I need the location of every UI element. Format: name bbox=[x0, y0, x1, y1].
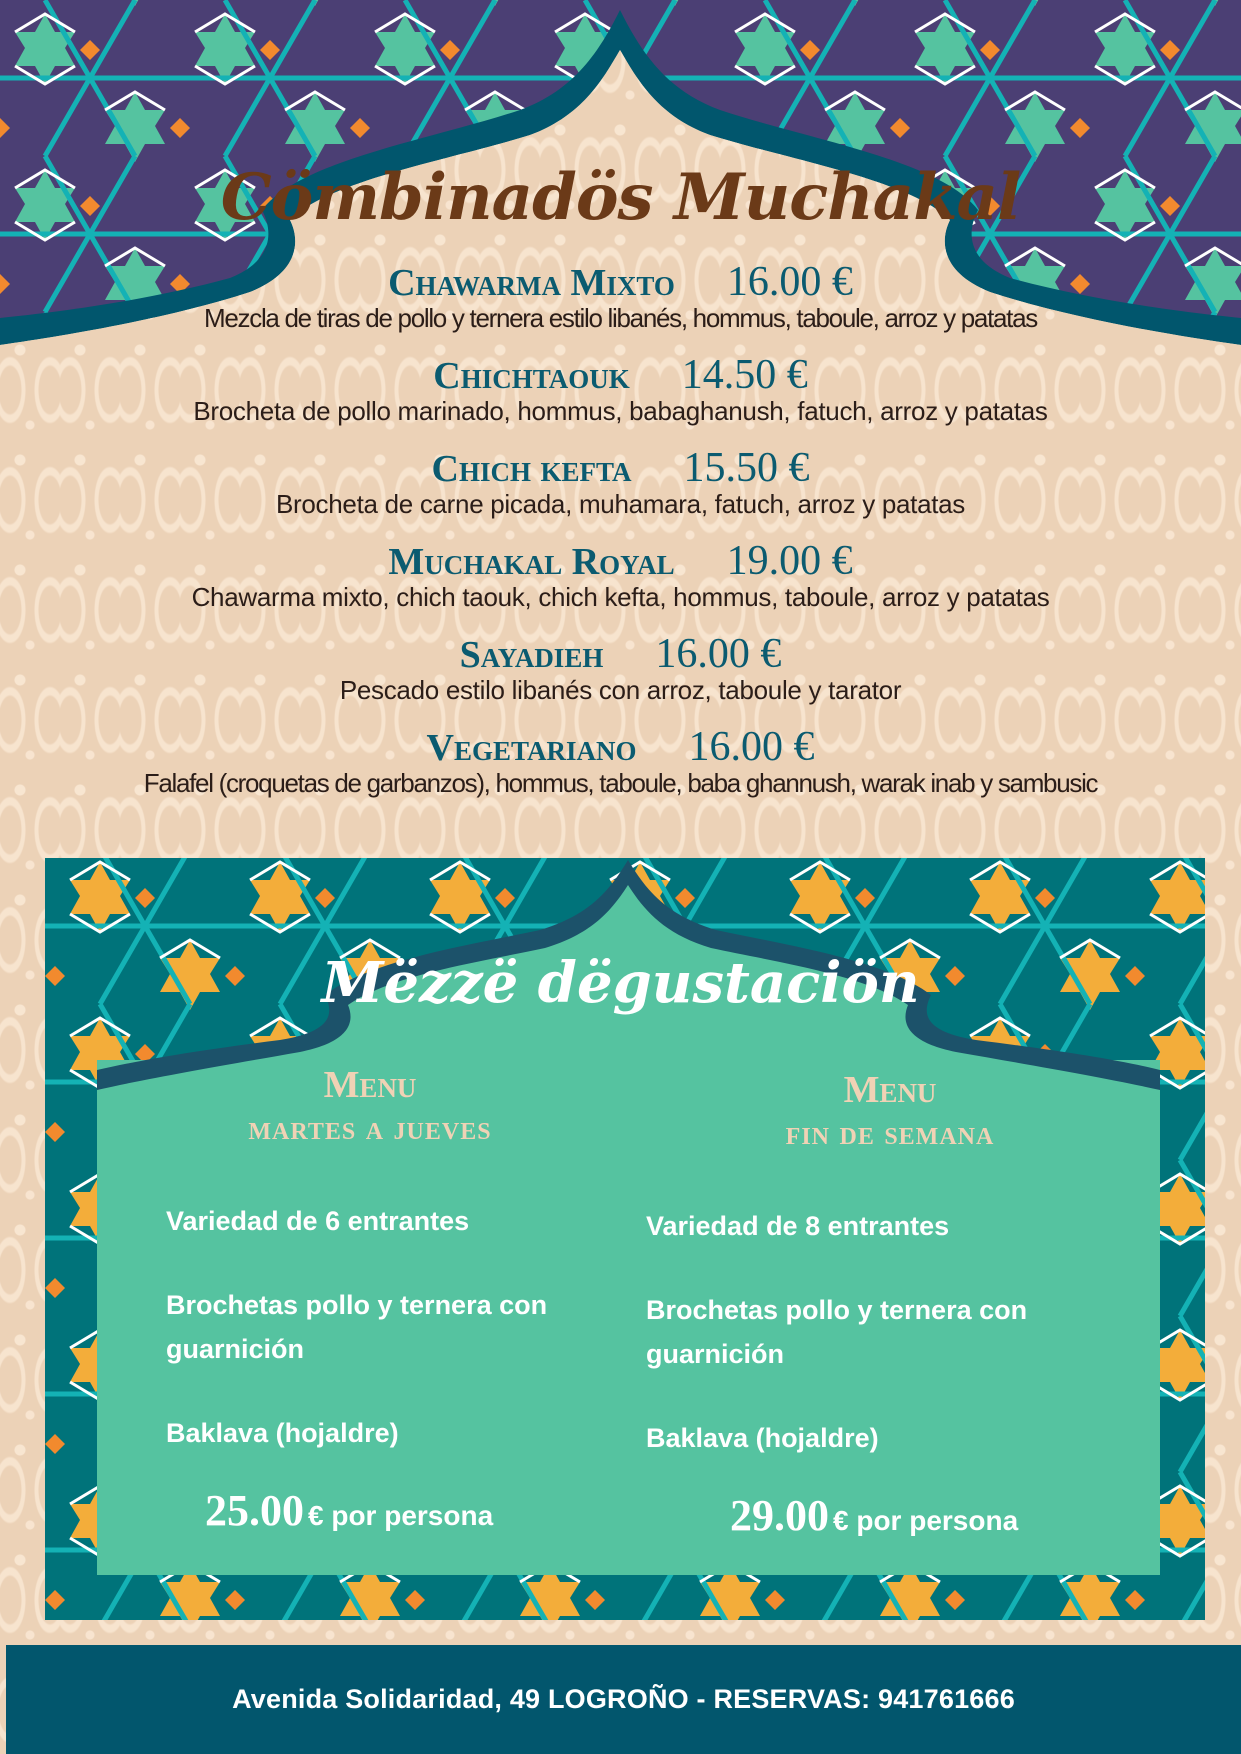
menu-heading-days: martes a jueves bbox=[248, 1110, 492, 1147]
address-reservations: Avenida Solidaridad, 49 LOGROÑO - RESERVAS: 941761666 bbox=[232, 1684, 1015, 1714]
menu-heading-days: fin de semana bbox=[785, 1115, 995, 1152]
price-amount: 25.00 bbox=[205, 1486, 304, 1535]
item-name: Vegetariano bbox=[426, 727, 637, 769]
item-description: Mezcla de tiras de pollo y ternera estilo libanés, hommus, taboule, arroz y patatas bbox=[204, 303, 1037, 333]
menu-items bbox=[646, 1204, 1106, 1460]
menu-heading bbox=[620, 1068, 1160, 1156]
menu-items bbox=[166, 1199, 566, 1455]
menu-martes-jueves bbox=[100, 1060, 640, 1536]
item-price: 19.00 € bbox=[726, 538, 853, 584]
mezze-title: Mëzzë dëgustaciön bbox=[321, 950, 920, 1016]
item-name: Sayadieh bbox=[459, 634, 604, 676]
item-description: Brocheta de carne picada, muhamara, fatuch, arroz y patatas bbox=[275, 489, 966, 519]
item-name: Muchakal Royal bbox=[388, 541, 675, 583]
item-description: Falafel (croquetas de garbanzos), hommus, taboule, baba ghannush, warak inab y sambusic bbox=[143, 768, 1098, 798]
item-name: Chich kefta bbox=[431, 448, 632, 490]
menu-list-item: Baklava (hojaldre) bbox=[166, 1418, 399, 1448]
item-name: Chichtaouk bbox=[433, 355, 630, 397]
footer-bar bbox=[6, 1645, 1241, 1754]
item-price: 14.50 € bbox=[681, 352, 808, 398]
menu-list-item: Baklava (hojaldre) bbox=[646, 1423, 879, 1453]
item-description: Chawarma mixto, chich taouk, chich kefta, hommus, taboule, arroz y patatas bbox=[191, 582, 1050, 612]
item-description: Brocheta de pollo marinado, hommus, babaghanush, fatuch, arroz y patatas bbox=[193, 396, 1048, 426]
item-price: 16.00 € bbox=[655, 631, 782, 677]
menu-price bbox=[730, 1490, 1160, 1541]
menu-heading bbox=[100, 1063, 640, 1151]
menu-list-item: Brochetas pollo y ternera con guarnición bbox=[646, 1295, 1028, 1369]
page-title: Cömbinadös Muchakal bbox=[220, 160, 1021, 235]
item-price: 16.00 € bbox=[688, 724, 815, 770]
menu-list-item: Variedad de 8 entrantes bbox=[646, 1211, 950, 1241]
price-unit: € por persona bbox=[833, 1505, 1019, 1536]
item-price: 15.50 € bbox=[683, 445, 810, 491]
menu-price bbox=[205, 1485, 640, 1536]
item-name: Chawarma Mixto bbox=[388, 262, 675, 304]
menu-fin-de-semana bbox=[620, 1060, 1160, 1541]
price-amount: 29.00 bbox=[730, 1491, 829, 1540]
menu-list-item: Variedad de 6 entrantes bbox=[166, 1206, 470, 1236]
menu-heading-title: Menu bbox=[323, 1064, 417, 1106]
item-description: Pescado estilo libanés con arroz, taboule y tarator bbox=[339, 675, 902, 705]
menu-heading-title: Menu bbox=[843, 1069, 937, 1111]
item-price: 16.00 € bbox=[726, 259, 853, 305]
menu-list-item: Brochetas pollo y ternera con guarnición bbox=[166, 1290, 548, 1364]
price-unit: € por persona bbox=[308, 1500, 494, 1531]
